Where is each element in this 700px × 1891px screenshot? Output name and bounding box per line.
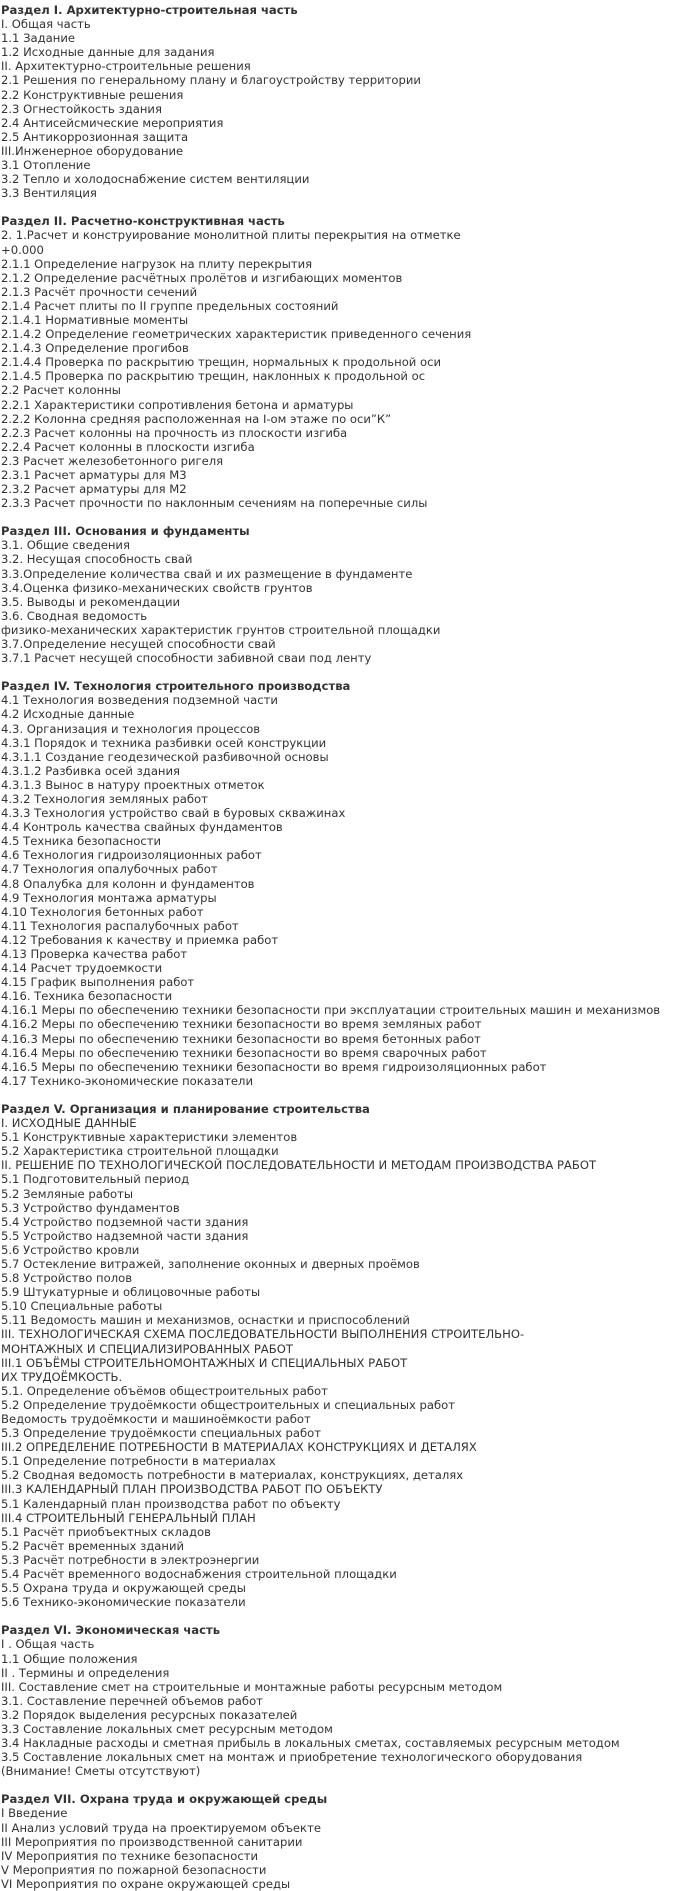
contents-line: IV Мероприятия по технике безопасности: [1, 1848, 258, 1863]
section: [1, 679, 700, 1088]
contents-line: 5.7 Остекление витражей, заполнение оконных и дверных проёмов: [1, 1256, 420, 1271]
section: [1, 1102, 700, 1609]
contents-line: 4.3.2 Технология земляных работ: [1, 791, 208, 806]
contents-line: 4.10 Технология бетонных работ: [1, 904, 204, 919]
contents-line: 2.2.1 Характеристики сопротивления бетона и арматуры: [1, 397, 354, 412]
contents-line: 2.2 Конструктивные решения: [1, 87, 184, 102]
section: [1, 1792, 700, 1891]
contents-line: 5.4 Устройство подземной части здания: [1, 1214, 249, 1229]
contents-line: 3.1. Составление перечней объемов работ: [1, 1693, 263, 1708]
section: [1, 214, 700, 510]
contents-line: I. Общая часть: [1, 17, 91, 32]
section-title: Раздел VI. Экономическая часть: [1, 1623, 221, 1638]
contents-line: 4.3.1 Порядок и техника разбивки осей конструкции: [1, 735, 327, 750]
contents-line: +0.000: [1, 242, 44, 257]
contents-line: II . Термины и определения: [1, 1665, 170, 1680]
contents-line: 5.1 Календарный план производства работ по объекту: [1, 1496, 341, 1511]
contents-line: физико-механических характеристик грунтов строительной площадки: [1, 622, 441, 637]
contents-line: 3.5 Составление локальных смет на монтаж и приобретение технологического оборудования: [1, 1750, 583, 1765]
section: [1, 1623, 700, 1778]
contents-line: 4.7 Технология опалубочных работ: [1, 862, 218, 877]
contents-line: ИХ ТРУДОЁМКОСТЬ.: [1, 1369, 123, 1384]
contents-line: 5.2 Характеристика строительной площадки: [1, 1144, 279, 1159]
contents-line: 5.6 Устройство кровли: [1, 1242, 140, 1257]
contents-line: 5.10 Специальные работы: [1, 1299, 163, 1314]
contents-line: 3.4 Накладные расходы и сметная прибыль в локальных сметах, составляемых ресурсным методом: [1, 1736, 620, 1751]
contents-line: 5.2 Определение трудоёмкости общестроительных и специальных работ: [1, 1397, 455, 1412]
contents-line: 3.2. Несущая способность свай: [1, 552, 193, 567]
contents-line: I Введение: [1, 1806, 68, 1821]
contents-line: 3.3.Определение количества свай и их размещение в фундаменте: [1, 566, 413, 581]
contents-line: 5.2 Сводная ведомость потребности в материалах, конструкциях, деталях: [1, 1468, 464, 1483]
contents-line: III.3 КАЛЕНДАРНЫЙ ПЛАН ПРОИЗВОДСТВА РАБОТ ПО ОБЪЕКТУ: [1, 1482, 383, 1497]
contents-line: 3.6. Сводная ведомость: [1, 608, 148, 623]
contents-line: 3.2 Порядок выделения ресурсных показателей: [1, 1707, 298, 1722]
contents-line: 5.2 Земляные работы: [1, 1186, 133, 1201]
contents-line: 5.11 Ведомость машин и механизмов, оснастки и приспособлений: [1, 1313, 410, 1328]
contents-line: 3.4.Оценка физико-механических свойств грунтов: [1, 580, 313, 595]
contents-line: 4.13 Проверка качества работ: [1, 947, 188, 961]
contents-line: (Внимание! Сметы отсутствуют): [1, 1764, 201, 1779]
contents-line: III. Составление смет на строительные и монтажные работы ресурсным методом: [1, 1679, 503, 1694]
contents-line: Ведомость трудоёмкости и машиноёмкости работ: [1, 1412, 311, 1426]
contents-line: 3.3 Составление локальных смет ресурсным методом: [1, 1721, 333, 1736]
contents-line: 4.9 Технология монтажа арматуры: [1, 890, 217, 905]
contents-line: 3.2 Тепло и холодоснабжение систем вентиляции: [1, 172, 310, 187]
contents-line: 5.4 Расчёт временного водоснабжения строительной площадки: [1, 1567, 397, 1582]
contents-line: 4.17 Технико-экономические показатели: [1, 1073, 253, 1088]
contents-line: 2.1.1 Определение нагрузок на плиту перекрытия: [1, 256, 313, 271]
section: [1, 524, 700, 665]
section-title: Раздел VII. Охрана труда и окружающей среды: [1, 1792, 328, 1807]
contents-line: 2.1.4 Расчет плиты по II группе предельных состояний: [1, 298, 339, 313]
contents-line: V Мероприятия по пожарной безопасности: [1, 1862, 267, 1877]
contents-line: 4.3.3 Технология устройство свай в буровых скважинах: [1, 806, 346, 821]
contents-line: III.Инженерное оборудование: [1, 143, 184, 158]
contents-line: 4.16. Техника безопасности: [1, 989, 173, 1004]
contents-line: 4.16.4 Меры по обеспечению техники безопасности во время сварочных работ: [1, 1045, 487, 1060]
contents-line: 4.3.1.3 Вынос в натуру проектных отметок: [1, 777, 265, 792]
section-title: Раздел II. Расчетно-конструктивная часть: [1, 214, 285, 229]
contents-line: 2.3.3 Расчет прочности по наклонным сечениям на поперечные силы: [1, 496, 428, 511]
contents-line: 2.2.3 Расчет колонны на прочность из плоскости изгиба: [1, 425, 348, 440]
section-title: Раздел III. Основания и фундаменты: [1, 524, 250, 539]
contents-line: III. ТЕХНОЛОГИЧЕСКАЯ СХЕМА ПОСЛЕДОВАТЕЛЬНОСТИ ВЫПОЛНЕНИЯ СТРОИТЕЛЬНО-МОНТАЖНЫХ И СПЕЦИАЛИЗИРОВАННЫХ РАБОТ: [1, 1327, 525, 1356]
section-title: Раздел IV. Технология строительного производства: [1, 679, 351, 694]
contents-line: 4.2 Исходные данные: [1, 707, 135, 722]
contents-line: 2.3 Расчет железобетонного ригеля: [1, 453, 224, 468]
contents-line: 2.1.3 Расчёт прочности сечений: [1, 284, 198, 299]
contents-line: 1.1 Задание: [1, 31, 76, 46]
contents-line: 5.1. Определение объёмов общестроительных работ: [1, 1383, 328, 1398]
contents-line: 5.6 Технико-экономические показатели: [1, 1595, 246, 1610]
contents-line: 2.1.4.5 Проверка по раскрытию трещин, наклонных к продольной ос: [1, 369, 426, 384]
contents-line: 4.6 Технология гидроизоляционных работ: [1, 848, 262, 863]
contents-line: 5.3 Устройство фундаментов: [1, 1200, 180, 1215]
contents-line: 2.2.4 Расчет колонны в плоскости изгиба: [1, 439, 255, 454]
contents-line: 2.3 Огнестойкость здания: [1, 101, 162, 116]
contents-line: 4.11 Технология распалубочных работ: [1, 918, 239, 933]
contents-line: III Мероприятия по производственной санитарии: [1, 1834, 303, 1849]
contents-line: 4.16.2 Меры по обеспечению техники безопасности во время земляных работ: [1, 1017, 482, 1032]
contents-line: 2.2 Расчет колонны: [1, 383, 121, 398]
contents-line: II. РЕШЕНИЕ ПО ТЕХНОЛОГИЧЕСКОЙ ПОСЛЕДОВАТЕЛЬНОСТИ И МЕТОДАМ ПРОИЗВОДСТВА РАБОТ: [1, 1158, 597, 1173]
contents-line: 3.3 Вентиляция: [1, 186, 97, 201]
contents-line: 4.16.1 Меры по обеспечению техники безопасности при эксплуатации строительных машин и механизмов: [1, 1003, 661, 1018]
contents-line: 4.16.5 Меры по обеспечению техники безопасности во время гидроизоляционных работ: [1, 1059, 547, 1074]
contents-line: 1.1 Общие положения: [1, 1651, 138, 1666]
contents-line: 2.3.1 Расчет арматуры для М3: [1, 468, 187, 482]
contents-line: 4.8 Опалубка для колонн и фундаментов: [1, 876, 255, 891]
contents-line: 3.5. Выводы и рекомендации: [1, 594, 181, 609]
contents-line: 4.4 Контроль качества свайных фундаментов: [1, 820, 283, 835]
contents-line: 2.4 Антисейсмические мероприятия: [1, 115, 224, 130]
contents-line: 2.2.2 Колонна средняя расположенная на I-ом этаже по оси”К”: [1, 411, 392, 426]
section-title: Раздел I. Архитектурно-строительная часть: [1, 3, 298, 17]
contents-line: III.2 ОПРЕДЕЛЕНИЕ ПОТРЕБНОСТИ В МАТЕРИАЛАХ КОНСТРУКЦИЯХ И ДЕТАЛЯХ: [1, 1440, 477, 1455]
contents-line: 3.7.1 Расчет несущей способности забивной сваи под ленту: [1, 651, 372, 666]
contents-line: 4.3.1.1 Создание геодезической разбивочной основы: [1, 749, 329, 764]
contents-line: 5.2 Расчёт временных зданий: [1, 1538, 185, 1553]
contents-line: 5.3 Расчёт потребности в электроэнергии: [1, 1552, 260, 1567]
contents-line: I . Общая часть: [1, 1637, 95, 1652]
contents-line: 4.15 График выполнения работ: [1, 975, 195, 990]
contents-line: 5.3 Определение трудоёмкости специальных работ: [1, 1426, 321, 1441]
contents-line: 4.16.3 Меры по обеспечению техники безопасности во время бетонных работ: [1, 1031, 481, 1046]
contents-line: 3.1. Общие сведения: [1, 538, 130, 553]
contents-line: 2.1.4.3 Определение прогибов: [1, 341, 189, 356]
contents-line: 2.1.4.1 Нормативные моменты: [1, 312, 189, 327]
contents-line: 4.12 Требования к качеству и приемка работ: [1, 932, 279, 947]
contents-line: 5.1 Конструктивные характеристики элементов: [1, 1130, 298, 1145]
contents-line: 2.1.2 Определение расчётных пролётов и изгибающих моментов: [1, 270, 403, 285]
contents-line: 5.8 Устройство полов: [1, 1271, 133, 1286]
contents-line: III.1 ОБЪЁМЫ СТРОИТЕЛЬНОМОНТАЖНЫХ И СПЕЦИАЛЬНЫХ РАБОТ: [1, 1355, 408, 1370]
contents-line: 5.1 Определение потребности в материалах: [1, 1454, 276, 1469]
contents-line: 2. 1.Расчет и конструирование монолитной плиты перекрытия на отметке: [1, 228, 461, 243]
contents-line: 5.1 Подготовительный период: [1, 1172, 190, 1187]
contents-line: 2.5 Антикоррозионная защита: [1, 129, 189, 144]
contents-line: 2.3.2 Расчет арматуры для М2: [1, 482, 187, 497]
contents-line: 5.9 Штукатурные и облицовочные работы: [1, 1285, 261, 1300]
contents-line: 4.5 Техника безопасности: [1, 834, 162, 849]
contents-line: 4.3.1.2 Разбивка осей здания: [1, 763, 181, 778]
section-title: Раздел V. Организация и планирование строительства: [1, 1101, 370, 1116]
contents-line: II. Архитектурно-строительные решения: [1, 59, 251, 74]
contents-line: 2.1 Решения по генеральному плану и благоустройству территории: [1, 73, 421, 88]
contents-line: 4.3. Организация и технология процессов: [1, 721, 261, 736]
contents-line: 4.1 Технология возведения подземной части: [1, 693, 278, 708]
contents-line: 5.5 Охрана труда и окружающей среды: [1, 1581, 246, 1596]
contents-line: 2.1.4.4 Проверка по раскрытию трещин, нормальных к продольной оси: [1, 355, 442, 370]
section: [1, 3, 700, 200]
contents-line: 5.5 Устройство надземной части здания: [1, 1228, 249, 1243]
contents-line: II Анализ условий труда на проектируемом объекте: [1, 1820, 321, 1835]
contents-line: 4.14 Расчет трудоемкости: [1, 961, 163, 976]
contents-line: 3.1 Отопление: [1, 158, 91, 173]
contents-line: 5.1 Расчёт приобъектных складов: [1, 1524, 211, 1539]
contents-line: I. ИСХОДНЫЕ ДАННЫЕ: [1, 1116, 137, 1131]
contents-line: 1.2 Исходные данные для задания: [1, 45, 215, 60]
contents-line: 3.7.Определение несущей способности свай: [1, 637, 276, 652]
contents-line: VI Мероприятия по охране окружающей среды: [1, 1876, 291, 1891]
contents-line: 2.1.4.2 Определение геометрических характеристик приведенного сечения: [1, 327, 472, 342]
contents-line: III.4 СТРОИТЕЛЬНЫЙ ГЕНЕРАЛЬНЫЙ ПЛАН: [1, 1510, 256, 1525]
